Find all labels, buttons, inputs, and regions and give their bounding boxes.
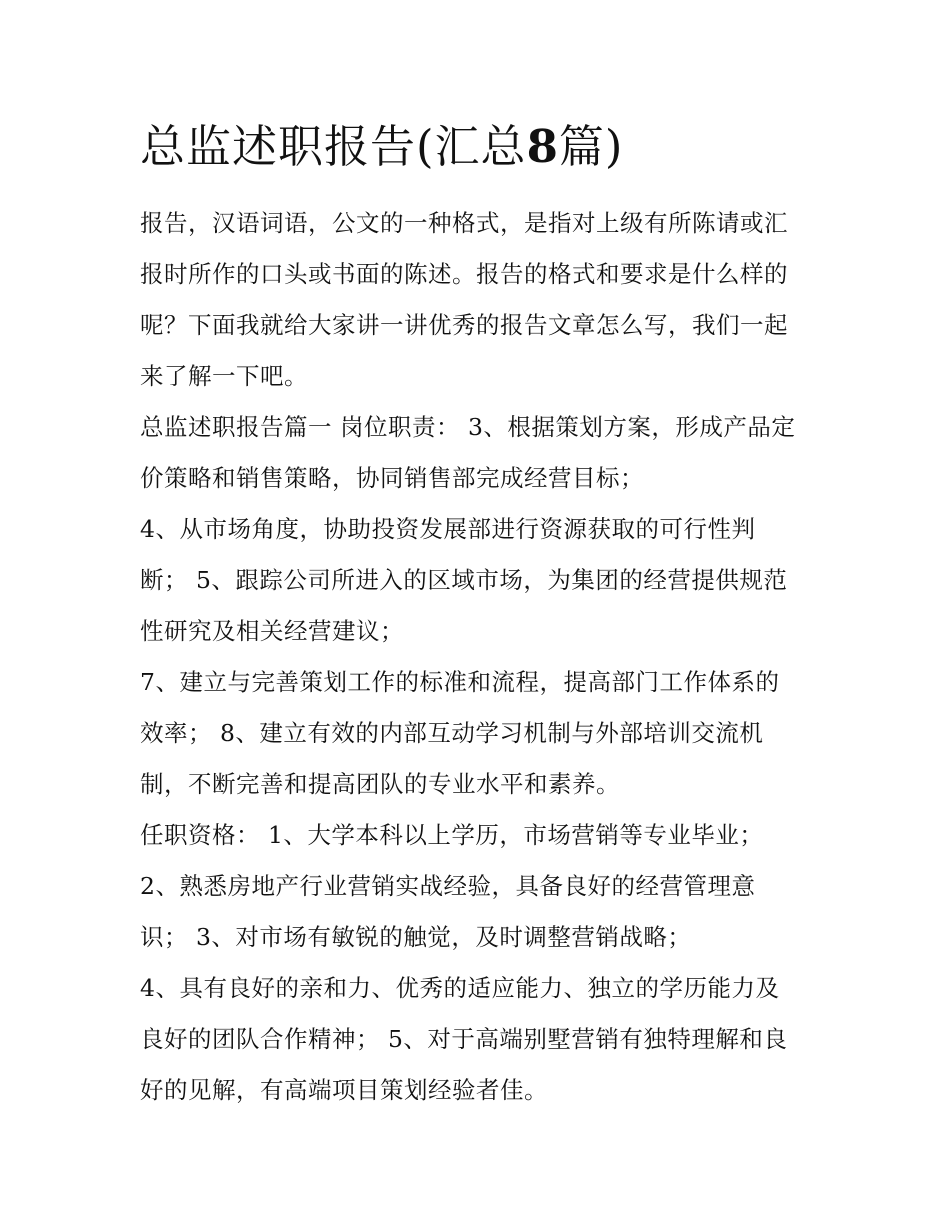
text-line: 任职资格： 1、大学本科以上学历，市场营销等专业毕业；	[140, 821, 764, 849]
text-line: 识； 3、对市场有敏锐的触觉，及时调整营销战略；	[140, 923, 692, 951]
title-prefix: 总监述职报告(汇总	[140, 120, 527, 173]
title-number: 8	[526, 120, 559, 173]
text-line: 价策略和销售策略，协同销售部完成经营目标；	[140, 464, 644, 492]
text-line: 好的见解，有高端项目策划经验者佳。	[140, 1076, 548, 1104]
text-line: 断； 5、跟踪公司所进入的区域市场，为集团的经营提供规范	[140, 566, 788, 594]
document-title	[140, 112, 820, 182]
document-body	[140, 112, 820, 1116]
text-line: 4、从市场角度，协助投资发展部进行资源获取的可行性判	[140, 515, 756, 543]
text-line: 报告，汉语词语，公文的一种格式，是指对上级有所陈请或汇	[140, 209, 788, 237]
text-line: 来了解一下吧。	[140, 362, 308, 390]
text-line: 良好的团队合作精神； 5、对于高端别墅营销有独特理解和良	[140, 1025, 788, 1053]
text-line: 2、熟悉房地产行业营销实战经验，具备良好的经营管理意	[140, 872, 756, 900]
text-line: 呢？下面我就给大家讲一讲优秀的报告文章怎么写，我们一起	[140, 311, 788, 339]
text-line: 7、建立与完善策划工作的标准和流程，提高部门工作体系的	[140, 668, 780, 696]
text-line: 报时所作的口头或书面的陈述。报告的格式和要求是什么样的	[140, 260, 788, 288]
text-line: 效率； 8、建立有效的内部互动学习机制与外部培训交流机	[140, 719, 764, 747]
text-line: 制，不断完善和提高团队的专业水平和素养。	[140, 770, 620, 798]
text-line: 总监述职报告篇一 岗位职责： 3、根据策划方案，形成产品定	[140, 413, 796, 441]
document-text	[140, 198, 820, 1116]
text-line: 性研究及相关经营建议；	[140, 617, 404, 645]
text-line: 4、具有良好的亲和力、优秀的适应能力、独立的学历能力及	[140, 974, 780, 1002]
title-suffix: 篇)	[558, 120, 624, 173]
